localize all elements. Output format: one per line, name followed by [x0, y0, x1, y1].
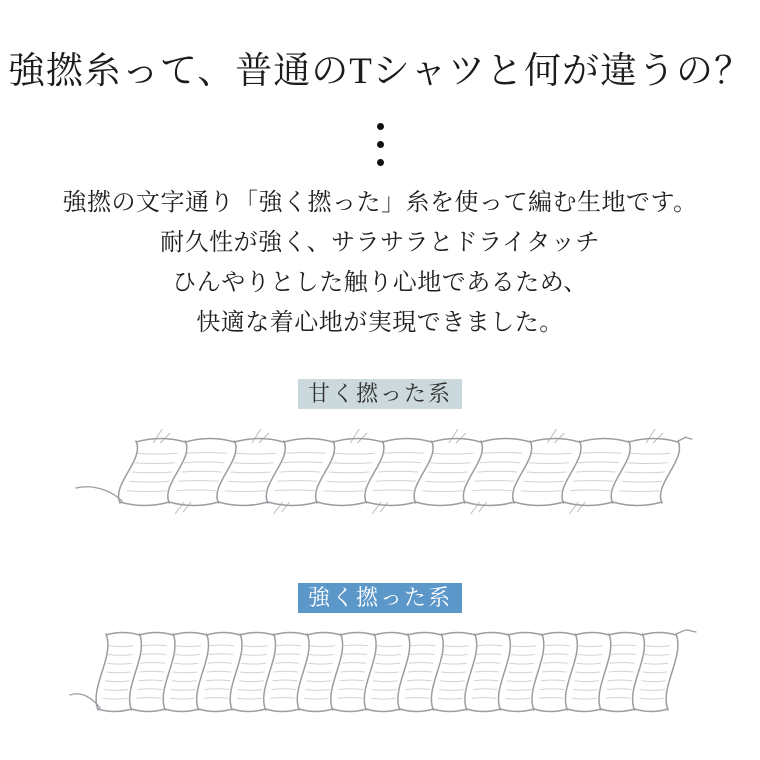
description-line: 耐久性が強く、サラサラとドライタッチ	[160, 229, 600, 256]
tight-yarn-illustration	[68, 626, 698, 721]
loose-yarn-label-row	[0, 379, 760, 409]
description	[0, 183, 760, 343]
loose-yarn-label: 甘く撚った系	[298, 379, 462, 409]
description-line: ひんやりとした触り心地であるため、	[172, 269, 588, 296]
loose-yarn-illustration	[74, 427, 694, 519]
tight-yarn-label: 強く撚った系	[298, 583, 462, 613]
tight-yarn-label-row	[0, 583, 760, 613]
dots-ornament	[0, 123, 760, 177]
page-title: 強撚糸って、普通のTシャツと何が違うの？	[7, 51, 753, 92]
dot-ornament	[377, 123, 384, 130]
description-line: 強撚の文字通り「強く撚った」糸を使って編む生地です。	[62, 189, 698, 216]
dot-ornament	[377, 159, 384, 166]
dot-ornament	[377, 141, 384, 148]
description-line: 快適な着心地が実現できました。	[196, 309, 564, 336]
